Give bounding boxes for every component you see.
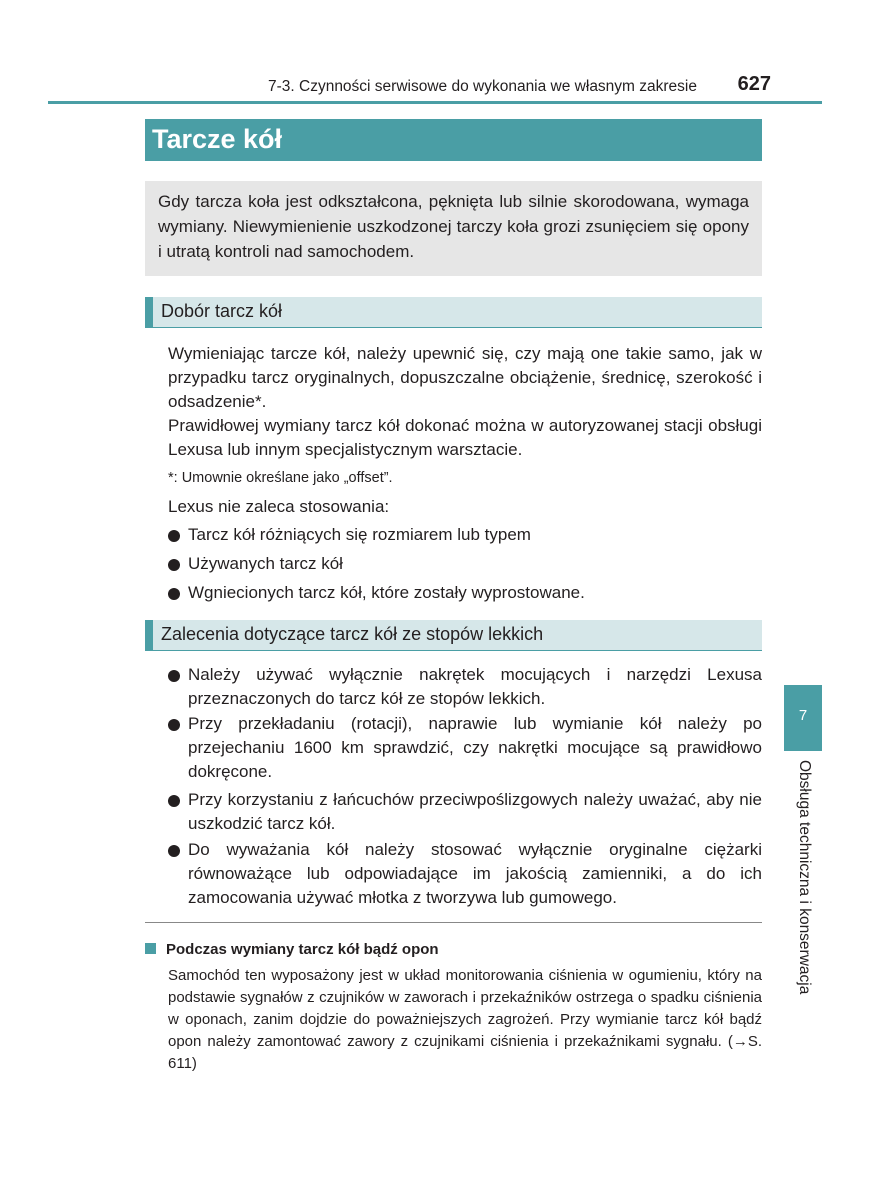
bullet-icon — [168, 670, 180, 682]
list-item — [168, 838, 762, 910]
running-header: 7-3. Czynności serwisowe do wykonania we własnym zakresie — [267, 78, 697, 95]
intro-box — [145, 181, 762, 276]
bullet-icon — [168, 719, 180, 731]
intro-text: Gdy tarcza koła jest odkształcona, pęknięta lub silnie skorodowana, wymaga wymiany. Niewymienienie uszkodzonej tarczy koła grozi zsunięciem się opony i utratą kontroli nad samochodem. — [158, 192, 749, 261]
page-title: Tarcze kół — [152, 124, 283, 154]
chapter-tab — [784, 685, 822, 751]
paragraph: Wymieniając tarcze kół, należy upewnić się, czy mają one takie samo, jak w przypadku tarcz oryginalnych, dopuszczalne obciążenie, średnicę, szerokość i odsadzenie*. — [168, 344, 762, 411]
list-item — [168, 552, 762, 576]
subsection-title: Podczas wymiany tarcz kół bądź opon — [166, 941, 439, 958]
bullet-icon — [168, 795, 180, 807]
list-item — [168, 581, 762, 605]
subsection-heading — [145, 941, 439, 958]
section-underline — [145, 327, 762, 328]
list-item-text: Przy przekładaniu (rotacji), naprawie lub wymianie kół należy po przejechaniu 1600 km sprawdzić, czy nakrętki mocujące są prawidłowo dokręcone. — [188, 714, 762, 781]
header-divider — [48, 101, 822, 104]
bullet-icon — [168, 559, 180, 571]
paragraph: Prawidłowej wymiany tarcz kół dokonać można w autoryzowanej stacji obsługi Lexusa lub innym specjalistycznym warsztacie. — [168, 416, 762, 459]
title-bar — [145, 119, 762, 161]
bullet-icon — [168, 845, 180, 857]
list-item — [168, 712, 762, 784]
page-number: 627 — [737, 73, 771, 95]
list-item — [168, 788, 762, 836]
section-heading-alloy — [145, 620, 762, 651]
bullet-icon — [168, 588, 180, 600]
list-item-text: Wgniecionych tarcz kół, które zostały wyprostowane. — [188, 583, 585, 602]
square-bullet-icon — [145, 943, 156, 954]
chapter-number: 7 — [798, 707, 808, 724]
list-item-text: Do wyważania kół należy stosować wyłącznie oryginalne ciężarki równoważące lub odpowiadające im jakością zamienniki, a do ich zamocowania używać młotka z tworzywa lub gumowego. — [188, 840, 762, 907]
list-item-text: Tarcz kół różniących się rozmiarem lub typem — [188, 525, 531, 544]
section-underline — [145, 650, 762, 651]
list-item — [168, 523, 762, 547]
section-heading-selection — [145, 297, 762, 328]
section-divider — [145, 922, 762, 923]
section1-body — [168, 342, 762, 462]
lead-text: Lexus nie zaleca stosowania: — [168, 497, 390, 516]
list-item — [168, 663, 762, 711]
chapter-label: Obsługa techniczna i konserwacja — [796, 760, 813, 995]
section-title-alloy: Zalecenia dotyczące tarcz kół ze stopów lekkich — [161, 624, 544, 644]
subsection-text: Samochód ten wyposażony jest w układ monitorowania ciśnienia w ogumieniu, który na podstawie sygnałów z czujników w zaworach i przekaźników ostrzega o spadku ciśnienia w oponach, zanim dojdzie do poważniejszych zagrożeń. Przy wymianie tarcz kół bądź opon należy zamontować zawory z czujnikami ciśnienia i przekaźnikami sygnału. (→S. 611) — [168, 967, 762, 1072]
section-title-selection: Dobór tarcz kół — [161, 301, 283, 321]
list-item-text: Używanych tarcz kół — [188, 554, 343, 573]
list-item-text: Przy korzystaniu z łańcuchów przeciwpoślizgowych należy uważać, aby nie uszkodzić tarcz kół. — [188, 790, 762, 833]
footnote: *: Umownie określane jako „offset”. — [168, 470, 393, 486]
list-item-text: Należy używać wyłącznie nakrętek mocujących i narzędzi Lexusa przeznaczonych do tarcz kół ze stopów lekkich. — [188, 665, 762, 708]
bullet-icon — [168, 530, 180, 542]
